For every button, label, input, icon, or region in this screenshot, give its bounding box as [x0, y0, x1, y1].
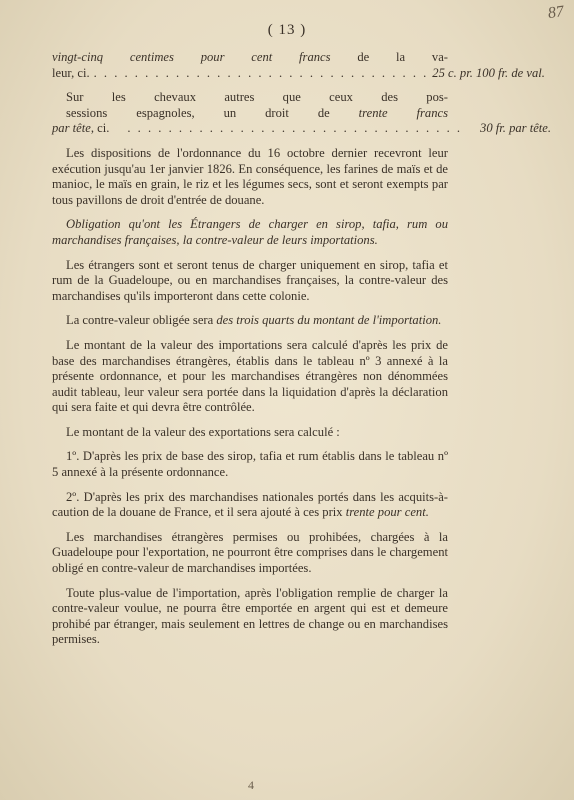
dot-leader: . . . . . . . . . . . . . . . . . . . . . . . . . . . . . . . . . — [127, 121, 463, 136]
paragraph-dispositions: Les dispositions de l'ordonnance du 16 octobre dernier recevront leur exécution jusqu'au 1er janvier 1826. En conséquence, les farines de maïs et de manioc, le maïs en grain, le riz et les légumes secs, sont et seront exempts par tous pavillons de droit d'entrée de douane. — [52, 145, 448, 207]
paragraph-item-2: 2º. D'après les prix des marchandises nationales portés dans les acquits-à-caution de la douane de France, et il sera ajouté à ces prix trente pour cent. — [52, 489, 448, 520]
body-text — [52, 50, 552, 657]
horse-duty-value: 30 fr. par tête. — [480, 121, 552, 136]
rate-value: 25 c. pr. 100 fr. de val. — [432, 65, 545, 80]
paragraph-rate-1: vingt-cinq centimes pour cent francs de la va- leur, ci. . . . . . . . . . . . . . . . . . . . . . . . . . . . . . . . . . 25 c. pr. 100 fr. de val. — [52, 50, 545, 80]
rate-italic: vingt-cinq centimes pour cent francs — [52, 50, 331, 64]
paragraph-foreigners: Les étrangers sont et seront tenus de charger uniquement en sirop, tafia et rum de la Guadeloupe, ou en marchandises françaises, la contre-valeur des marchandises qu'ils importeront dans cette colonie. — [52, 257, 448, 303]
signature-mark: 4 — [248, 778, 254, 792]
paragraph-foreign-goods: Les marchandises étrangères permises ou prohibées, chargées à la Guadeloupe pour l'exportation, ne pourront être comprises dans le chargement obligé en contre-valeur de marchandises importées. — [52, 529, 448, 576]
paragraph-exports-value: Le montant de la valeur des exportations sera calculé : — [66, 424, 340, 439]
paragraph-item-1: 1º. D'après les prix de base des sirop, tafia et rum établis dans le tableau nº 5 annexé à la présente ordonnance. — [52, 449, 448, 480]
paragraph-countervalue: La contre-valeur obligée sera des trois quarts du montant de l'importation. — [66, 313, 442, 328]
corner-annotation: 87 — [546, 2, 566, 23]
page-number: ( 13 ) — [267, 22, 307, 38]
paragraph-horses: Sur les chevaux autres que ceux des pos- sessions espagnoles, un droit de trente francs par tête, ci. . . . . . . . . . . . . . . . . . . . . . . . . . . . . . . . . . 30 fr. par tête. — [52, 90, 552, 136]
paragraph-imports-value: Le montant de la valeur des importations sera calculé d'après les prix de base des marchandises étrangères, établis dans le tableau nº 3 annexé à la présente ordonnance, et pour les marchandises étrangères non dénommées audit tableau, leur valeur sera portée dans la liquidation d'après la déclaration qui sera faite et qui devra être contrôlée. — [52, 337, 448, 415]
paragraph-surplus: Toute plus-value de l'importation, après l'obligation remplie de charger la contre-valeur voulue, ne pourra être emportée en argent qui est et demeure prohibé par étranger, mais seulement en lettres de change ou en marchandises permises. — [52, 585, 448, 647]
dot-leader: . . . . . . . . . . . . . . . . . . . . . . . . . . . . . . . . . — [93, 65, 429, 80]
section-heading: Obligation qu'ont les Étrangers de charger en sirop, tafia, rum ou marchandises françaises, la contre-valeur de leurs importations. — [52, 217, 448, 247]
